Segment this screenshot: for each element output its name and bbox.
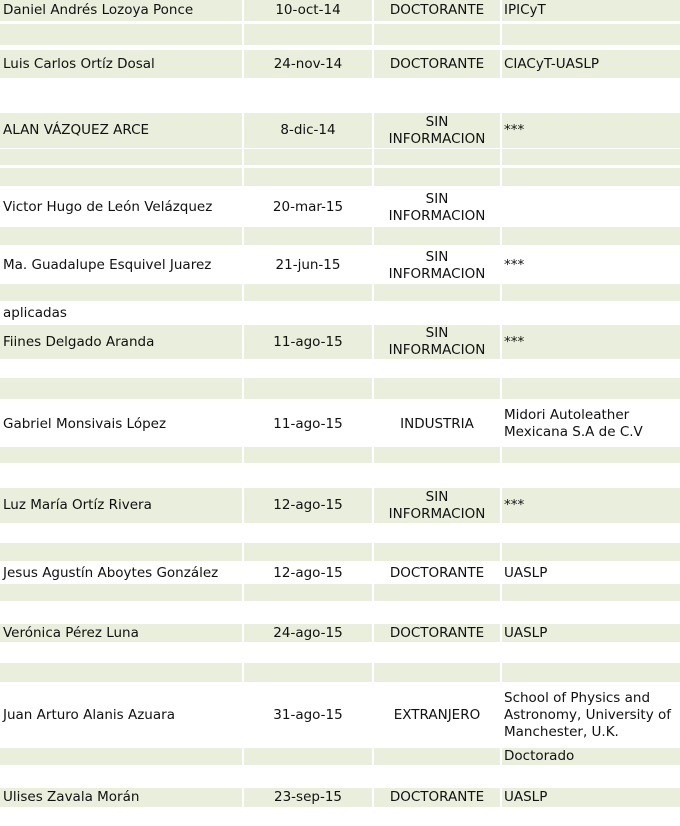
status-cell — [374, 447, 500, 463]
date-cell — [244, 584, 372, 601]
date-cell — [244, 788, 372, 807]
name-cell — [0, 304, 242, 323]
date-cell — [244, 168, 372, 186]
table-row — [0, 113, 680, 148]
date-text: 20-mar-15 — [272, 199, 344, 215]
table-row — [0, 304, 680, 323]
destination-text: UASLP — [504, 624, 548, 641]
table-row — [0, 488, 680, 523]
date-text: 11-ago-15 — [273, 415, 343, 432]
date-text: 12-ago-15 — [273, 565, 343, 581]
date-cell — [244, 284, 372, 301]
destination-cell — [502, 624, 680, 642]
name-cell — [0, 663, 242, 682]
destination-text: Midori Autoleather Mexicana S.A de C.V — [504, 407, 643, 440]
name-text: Luis Carlos Ortíz Dosal — [3, 55, 155, 72]
status-text: EXTRANJERO — [393, 706, 481, 723]
name-cell — [0, 748, 242, 765]
destination-cell — [502, 304, 680, 323]
destination-cell — [502, 190, 680, 225]
name-cell — [0, 643, 242, 660]
name-cell — [0, 767, 242, 786]
date-cell — [244, 543, 372, 561]
name-text: ALAN VÁZQUEZ ARCE — [3, 122, 150, 138]
destination-text: CIACyT-UASLP — [504, 55, 600, 72]
destination-cell — [502, 149, 680, 165]
date-cell — [244, 325, 372, 359]
destination-text: Doctorado — [504, 748, 575, 764]
table-row — [0, 0, 680, 21]
name-cell — [0, 564, 242, 583]
date-cell — [244, 361, 372, 376]
name-text: Ma. Guadalupe Esquivel Juarez — [3, 257, 212, 273]
name-text: Gabriel Monsivais López — [3, 415, 167, 432]
status-cell — [374, 767, 500, 786]
destination-cell — [502, 808, 680, 826]
destination-cell — [502, 24, 680, 45]
destination-cell — [502, 0, 680, 21]
name-cell — [0, 788, 242, 807]
date-cell — [244, 808, 372, 826]
table-row — [0, 748, 680, 765]
destination-cell — [502, 488, 680, 523]
status-cell — [374, 325, 500, 359]
date-cell — [244, 663, 372, 682]
table-row — [0, 50, 680, 78]
status-cell — [374, 378, 500, 399]
date-text: 24-nov-14 — [273, 55, 343, 72]
table-row — [0, 767, 680, 786]
date-text: 10-oct-14 — [275, 2, 341, 18]
name-cell — [0, 81, 242, 110]
name-cell — [0, 466, 242, 486]
status-text: INDUSTRIA — [400, 415, 474, 432]
table-row — [0, 584, 680, 601]
status-cell — [374, 149, 500, 165]
date-cell — [244, 227, 372, 245]
status-cell — [374, 190, 500, 225]
status-cell — [374, 402, 500, 446]
status-cell — [374, 543, 500, 561]
date-cell — [244, 643, 372, 660]
name-cell — [0, 447, 242, 463]
date-cell — [244, 50, 372, 78]
date-cell — [244, 767, 372, 786]
destination-cell — [502, 603, 680, 621]
date-cell — [244, 564, 372, 583]
name-cell — [0, 361, 242, 376]
status-cell — [374, 788, 500, 807]
status-cell — [374, 684, 500, 746]
date-cell — [244, 748, 372, 765]
status-cell — [374, 663, 500, 682]
destination-cell — [502, 524, 680, 540]
name-text: Juan Arturo Alanis Azuara — [3, 706, 175, 723]
destination-cell — [502, 684, 680, 746]
table-row — [0, 663, 680, 682]
destination-cell — [502, 788, 680, 807]
status-cell — [374, 168, 500, 186]
name-text: aplicadas — [3, 305, 67, 321]
name-cell — [0, 603, 242, 621]
status-cell — [374, 584, 500, 601]
status-text: DOCTORANTE — [389, 789, 485, 805]
destination-text: UASLP — [504, 565, 548, 581]
status-text: DOCTORANTE — [389, 55, 485, 72]
destination-cell — [502, 284, 680, 301]
destination-cell — [502, 643, 680, 660]
name-cell — [0, 808, 242, 826]
status-cell — [374, 361, 500, 376]
destination-cell — [502, 402, 680, 446]
table-row — [0, 643, 680, 660]
name-text: Jesus Agustín Aboytes González — [3, 565, 219, 581]
name-cell — [0, 168, 242, 186]
status-cell — [374, 24, 500, 45]
name-text: Fiines Delgado Aranda — [3, 333, 155, 350]
table-row — [0, 624, 680, 642]
status-cell — [374, 643, 500, 660]
date-text: 8-dic-14 — [280, 122, 336, 138]
name-cell — [0, 24, 242, 45]
name-cell — [0, 488, 242, 523]
date-text: 11-ago-15 — [273, 333, 343, 350]
status-text: DOCTORANTE — [389, 565, 485, 581]
table-row — [0, 447, 680, 463]
status-text: DOCTORANTE — [389, 2, 485, 18]
name-cell — [0, 543, 242, 561]
name-cell — [0, 0, 242, 21]
name-cell — [0, 524, 242, 540]
destination-cell — [502, 767, 680, 786]
destination-cell — [502, 748, 680, 765]
table-row — [0, 788, 680, 807]
destination-text: School of Physics and Astronomy, University of Manchester, U.K. — [504, 689, 672, 740]
status-text: SIN INFORMACION — [388, 113, 486, 147]
name-cell — [0, 684, 242, 746]
status-cell — [374, 50, 500, 78]
name-text: Luz María Ortíz Rivera — [3, 497, 152, 513]
status-cell — [374, 284, 500, 301]
status-text: SIN INFORMACION — [388, 190, 486, 224]
table-row — [0, 149, 680, 165]
date-cell — [244, 603, 372, 621]
date-cell — [244, 149, 372, 165]
date-text: 21-jun-15 — [275, 257, 341, 273]
destination-cell — [502, 361, 680, 376]
destination-cell — [502, 378, 680, 399]
table-row — [0, 361, 680, 376]
status-cell — [374, 113, 500, 148]
status-cell — [374, 624, 500, 642]
table-row — [0, 378, 680, 399]
table-row — [0, 402, 680, 446]
table-row — [0, 24, 680, 45]
date-cell — [244, 24, 372, 45]
status-text: SIN INFORMACION — [388, 488, 486, 522]
name-cell — [0, 190, 242, 225]
status-cell — [374, 466, 500, 486]
date-text: 12-ago-15 — [273, 497, 343, 513]
name-text: Victor Hugo de León Velázquez — [3, 199, 213, 215]
destination-cell — [502, 543, 680, 561]
name-cell — [0, 284, 242, 301]
status-cell — [374, 0, 500, 21]
date-cell — [244, 304, 372, 323]
destination-cell — [502, 227, 680, 245]
destination-cell — [502, 663, 680, 682]
date-cell — [244, 378, 372, 399]
destination-cell — [502, 50, 680, 78]
destination-text: *** — [504, 497, 525, 513]
status-cell — [374, 524, 500, 540]
status-cell — [374, 603, 500, 621]
date-text: 23-sep-15 — [273, 789, 342, 805]
table-row — [0, 284, 680, 301]
table-row — [0, 325, 680, 359]
name-cell — [0, 378, 242, 399]
table-row — [0, 168, 680, 186]
table-row — [0, 227, 680, 245]
status-cell — [374, 248, 500, 283]
name-cell — [0, 624, 242, 642]
table-row — [0, 524, 680, 540]
destination-cell — [502, 325, 680, 359]
status-cell — [374, 304, 500, 323]
destination-text: UASLP — [504, 789, 548, 805]
name-cell — [0, 248, 242, 283]
destination-text: *** — [504, 122, 525, 138]
name-cell — [0, 227, 242, 245]
status-text: SIN INFORMACION — [388, 248, 486, 282]
destination-cell — [502, 466, 680, 486]
name-cell — [0, 402, 242, 446]
name-text: Daniel Andrés Lozoya Ponce — [3, 2, 194, 18]
table-row — [0, 81, 680, 110]
destination-cell — [502, 168, 680, 186]
status-cell — [374, 808, 500, 826]
date-cell — [244, 684, 372, 746]
date-cell — [244, 624, 372, 642]
destination-text: IPICyT — [504, 2, 546, 18]
name-cell — [0, 113, 242, 148]
date-cell — [244, 0, 372, 21]
destination-text: *** — [504, 333, 525, 350]
destination-cell — [502, 113, 680, 148]
date-cell — [244, 81, 372, 110]
table-row — [0, 466, 680, 486]
status-cell — [374, 488, 500, 523]
destination-cell — [502, 584, 680, 601]
status-cell — [374, 227, 500, 245]
table-row — [0, 603, 680, 621]
destination-cell — [502, 81, 680, 110]
date-cell — [244, 190, 372, 225]
name-cell — [0, 50, 242, 78]
date-cell — [244, 402, 372, 446]
destination-cell — [502, 447, 680, 463]
name-cell — [0, 325, 242, 359]
date-cell — [244, 466, 372, 486]
date-text: 31-ago-15 — [273, 706, 343, 723]
name-text: Verónica Pérez Luna — [3, 624, 139, 641]
status-text: DOCTORANTE — [389, 624, 485, 641]
date-text: 24-ago-15 — [273, 624, 343, 641]
status-cell — [374, 81, 500, 110]
status-cell — [374, 748, 500, 765]
date-cell — [244, 488, 372, 523]
destination-cell — [502, 248, 680, 283]
destination-cell — [502, 564, 680, 583]
name-cell — [0, 149, 242, 165]
name-cell — [0, 584, 242, 601]
date-cell — [244, 248, 372, 283]
date-cell — [244, 113, 372, 148]
table-row — [0, 190, 680, 225]
date-cell — [244, 524, 372, 540]
table-row — [0, 808, 680, 826]
status-text: SIN INFORMACION — [388, 325, 486, 358]
table-row — [0, 564, 680, 583]
date-cell — [244, 447, 372, 463]
destination-text: *** — [504, 257, 525, 273]
table-row — [0, 684, 680, 746]
name-text: Ulises Zavala Morán — [3, 789, 140, 805]
status-cell — [374, 564, 500, 583]
table-row — [0, 543, 680, 561]
table-row — [0, 248, 680, 283]
